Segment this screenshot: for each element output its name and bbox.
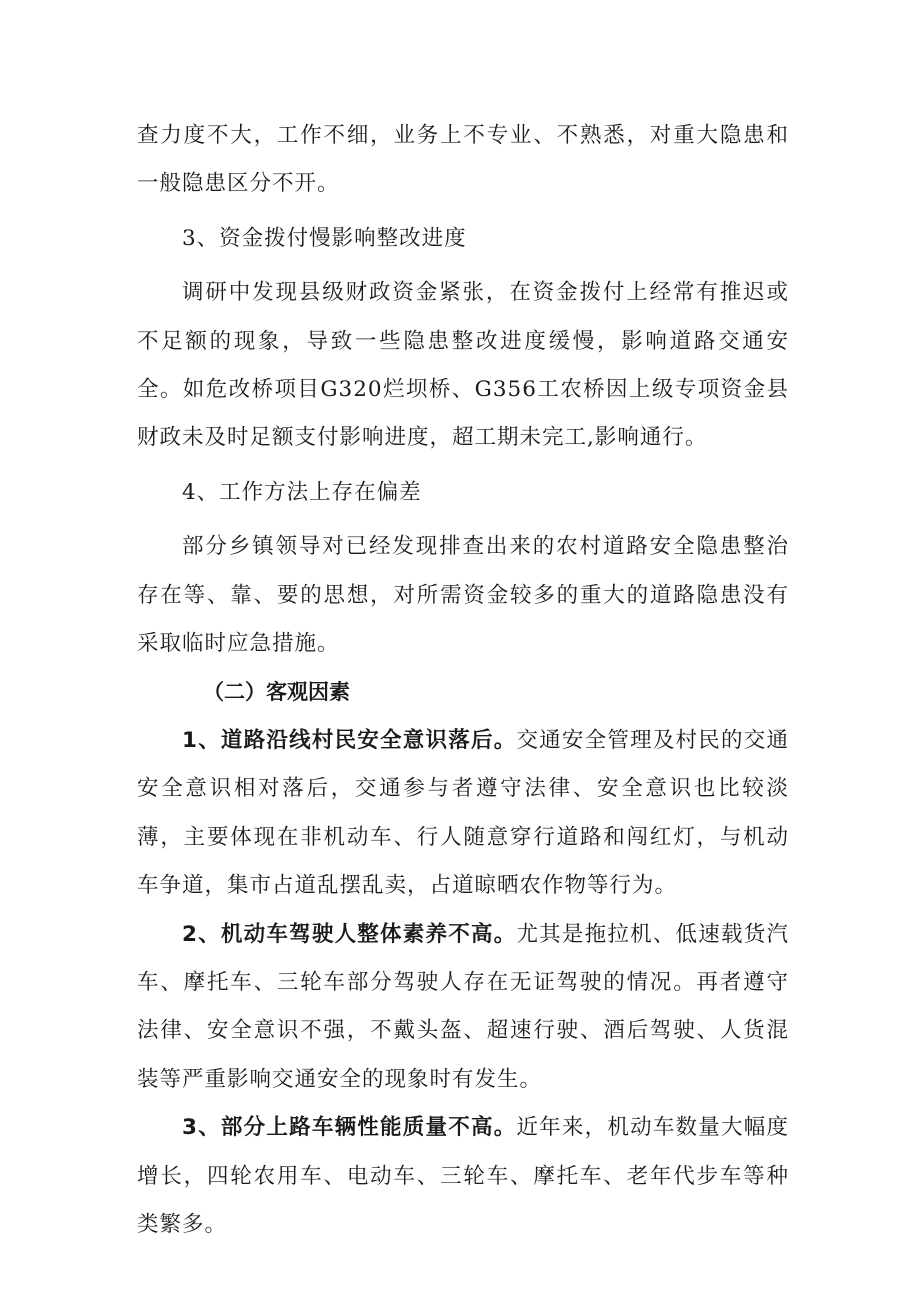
item-villager-awareness-text: 交通安全管理及村民的交通安全意识相对落后，交通参与者遵守法律、安全意识也比较淡薄，主要体现在非机动车、行人随意穿行道路和闯红灯，与机动车争道，集市占道乱摆乱卖，占道晾晒农作物等行为。 <box>137 727 789 899</box>
document-page <box>137 112 789 1249</box>
funds-paragraph: 调研中发现县级财政资金紧张，在资金拨付上经常有推迟或不足额的现象，导致一些隐患整改进度缓慢，影响道路交通安全。如危改桥项目G320烂坝桥、G356工农桥因上级专项资金县财政未及时足额支付影响进度，超工期未完工,影响通行。 <box>137 280 789 451</box>
heading-objective-factors: （二）客观因素 <box>203 680 350 705</box>
item-driver-quality-text: 尤其是拖拉机、低速载货汽车、摩托车、三轮车部分驾驶人存在无证驾驶的情况。再者遵守法律、安全意识不强，不戴头盔、超速行驶、酒后驾驶、人货混装等严重影响交通安全的现象时有发生。 <box>137 921 789 1092</box>
item-villager-awareness-lead: 1、道路沿线村民安全意识落后。 <box>182 727 517 753</box>
intro-paragraph: 查力度不大，工作不细，业务上不专业、不熟悉，对重大隐患和一般隐患区分不开。 <box>137 123 789 197</box>
item-vehicle-quality-lead: 3、部分上路车辆性能质量不高。 <box>182 1115 517 1141</box>
item-driver-quality-lead: 2、机动车驾驶人整体素养不高。 <box>182 921 517 947</box>
item-driver-quality <box>137 911 789 1105</box>
heading-method: 4、工作方法上存在偏差 <box>182 479 422 505</box>
method-paragraph: 部分乡镇领导对已经发现排查出来的农村道路安全隐患整治存在等、靠、要的思想，对所需资金较多的重大的道路隐患没有采取临时应急措施。 <box>137 534 789 657</box>
item-vehicle-quality-text: 近年来，机动车数量大幅度增长，四轮农用车、电动车、三轮车、摩托车、老年代步车等种类繁多。 <box>137 1115 789 1237</box>
item-villager-awareness <box>137 717 789 911</box>
heading-funds: 3、资金拨付慢影响整改进度 <box>182 225 467 251</box>
item-vehicle-quality <box>137 1104 789 1249</box>
